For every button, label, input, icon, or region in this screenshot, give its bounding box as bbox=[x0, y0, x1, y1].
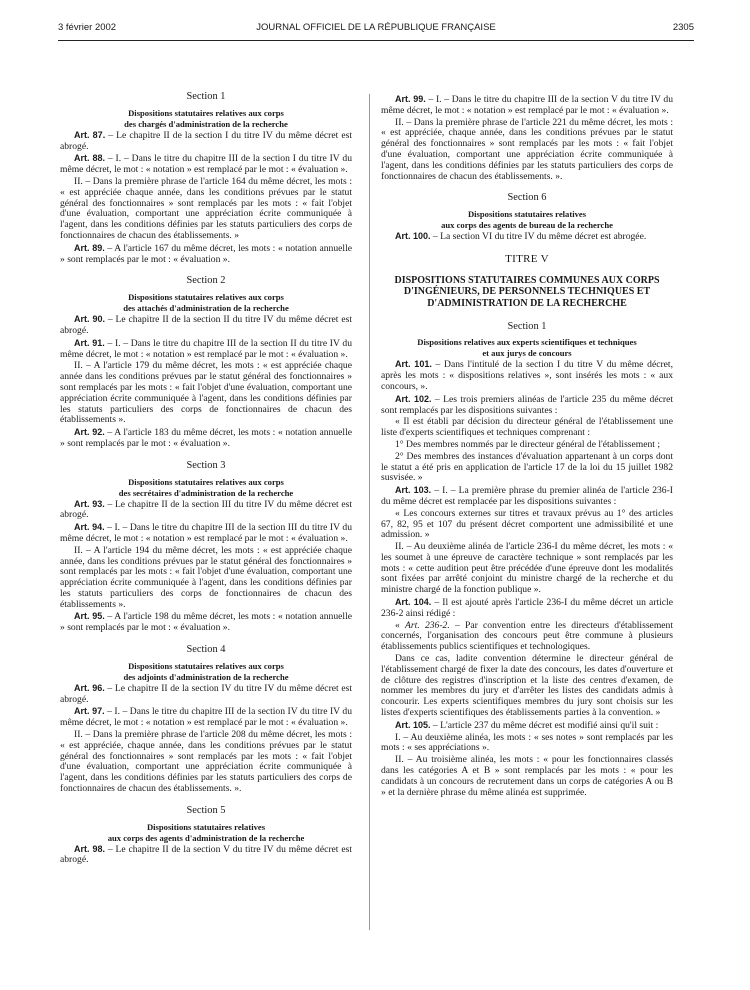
section-subtitle: des attachés d'administration de la recherche bbox=[123, 303, 289, 314]
section-subtitle: Dispositions statutaires relatives bbox=[467, 209, 587, 220]
article-94: Art. 94. – I. – Dans le titre du chapitre III de la section III du titre IV du même décret, le mot : « notation » est remplacé par le mot : « évaluation ». bbox=[60, 522, 352, 544]
article-87: Art. 87. – Le chapitre II de la section I du titre IV du même décret est abrogé. bbox=[60, 129, 353, 152]
section-subtitle: Dispositions statutaires relatives aux corps bbox=[128, 476, 284, 487]
quote-paragraph: 1° Des membres nommés par le directeur général de l'établissement ; bbox=[395, 438, 661, 450]
article-97-ii: II. – Dans la première phrase de l'article 208 du même décret, les mots : « est appréciée, chaque année, dans les conditions prévues par le statut général des fonctionnaires » sont remplacés par les mots : « fait l'objet d'une évaluation, comportant une appréciation écrite communiquée à l'agent, dans les conditions définies par les statuts particuliers des corps de fonctionnaires de chacun des établissements. ». bbox=[60, 729, 352, 795]
section-subtitle: aux corps des agents d'administration de la recherche bbox=[107, 832, 305, 843]
article-102: Art. 102. – Les trois premiers alinéas de l'article 235 du même décret sont remplacés par les dispositions suivantes : bbox=[381, 393, 673, 416]
article-96: Art. 96. – Le chapitre II de la section IV du titre IV du même décret est abrogé. bbox=[60, 682, 352, 705]
article-98: Art. 98. – Le chapitre II de la section V du titre IV du même décret est abrogé. bbox=[60, 843, 352, 866]
article-101: Art. 101. – Dans l'intitulé de la section I du titre V du même décret, après les mots : « dispositions relatives », sont insérés les mots : « aux concours, ». bbox=[381, 359, 673, 392]
section-subtitle: des secrétaires d'administration de la recherche bbox=[118, 487, 294, 498]
section-title: Section 6 bbox=[507, 192, 547, 204]
section-title: Section 2 bbox=[186, 275, 226, 287]
article-99-ii: II. – Dans la première phrase de l'article 221 du même décret, les mots : « est appréciée, chaque année, dans les conditions prévues par le statut général des fonctionnaires » sont remplacés par les mots : « fait l'objet d'une évaluation, comportant une appréciation écrite communiquée à l'agent, dans les conditions définies par les statuts particuliers des corps de fonctionnaires de chacun des établissements. ». bbox=[381, 116, 673, 182]
header-journal-title: JOURNAL OFFICIEL DE LA RÉPUBLIQUE FRANÇAISE bbox=[256, 22, 496, 33]
column-divider bbox=[369, 94, 370, 930]
section-title: Section 1 bbox=[507, 320, 547, 332]
quote-paragraph: « Les concours externes sur titres et travaux prévus au 1° des articles 67, 82, 95 et 107 du présent décret comportent une admissibilité et une admission. » bbox=[381, 507, 673, 541]
article-92: Art. 92. – A l'article 183 du même décret, les mots : « notation annuelle » sont remplacés par le mot : « évaluation ». bbox=[60, 427, 352, 449]
article-97: Art. 97. – I. – Dans le titre du chapitre III de la section IV du titre IV du même décret, le mot : « notation » est remplacé par le mot : « évaluation ». bbox=[60, 706, 352, 729]
article-103-ii: II. – Au deuxième alinéa de l'article 236-I du même décret, les mots : « les soumet à une épreuve de caractère technique » sont remplacés par les mots : « cette audition peut être précédée d'une épreuve dont les modalités sont fixées par arrêté conjoint du ministre chargé de la recherche et du ministre chargé de la fonction publique ». bbox=[381, 541, 673, 596]
article-88: Art. 88. – I. – Dans le titre du chapitre III de la section I du titre IV du même décret, le mot : « notation » est remplacé par le mot : « évaluation ». bbox=[60, 153, 352, 176]
section-subtitle: aux corps des agents de bureau de la recherche bbox=[441, 220, 613, 231]
titre-description: DISPOSITIONS STATUTAIRES COMMUNES AUX CORPS D'INGÉNIEURS, DE PERSONNELS TECHNIQUES ET D'ADMINISTRATION DE LA RECHERCHE bbox=[394, 274, 660, 309]
titre-heading: TITRE V bbox=[505, 252, 549, 265]
section-subtitle: Dispositions statutaires relatives aux corps bbox=[128, 292, 284, 303]
section-title: Section 4 bbox=[186, 644, 226, 656]
header-page-number: 2305 bbox=[672, 22, 694, 33]
left-column bbox=[60, 92, 352, 867]
quote-paragraph: « Art. 236-2. – Par convention entre les directeurs d'établissement concernés, l'organisation des concours peut être commune à plusieurs établissements publics scientifiques et technologiques. bbox=[381, 619, 674, 653]
page-header bbox=[58, 22, 694, 36]
section-subtitle: Dispositions statutaires relatives aux corps bbox=[128, 660, 284, 671]
section-title: Section 5 bbox=[186, 804, 226, 816]
quote-paragraph: Dans ce cas, ladite convention détermine le directeur général de l'établissement chargé de fixer la date des concours, les dates d'ouverture et de clôture des registres d'inscription et la liste des centres d'examen, de nommer les membres du jury et d'arrêter les listes des candidats admis à concourir. Les experts scientifiques membres du jury sont choisis sur les listes d'experts scientifiques des établissements parties à la convention. » bbox=[381, 653, 673, 719]
article-99: Art. 99. – I. – Dans le titre du chapitre III de la section V du titre IV du même décret, le mot : « notation » est remplacé par le mot : « évaluation ». bbox=[381, 94, 673, 116]
section-subtitle: Dispositions relatives aux experts scientifiques et techniques bbox=[417, 337, 637, 348]
article-91-ii: II. – A l'article 179 du même décret, les mots : « est appréciée chaque année dans les conditions prévues par le statut général des fonctionnaires » sont remplacés par les mots : « fait l'objet d'une évaluation, comportant une appréciation écrite communiquée à l'agent, dans les conditions définies par les statuts particuliers des corps de fonctionnaires de chacun des établissements ». bbox=[60, 360, 352, 426]
section-subtitle: des chargés d'administration de la recherche bbox=[124, 118, 288, 129]
article-100: Art. 100. – La section VI du titre IV du même décret est abrogée. bbox=[395, 231, 647, 243]
article-91: Art. 91. – I. – Dans le titre du chapitre III de la section II du titre IV du même décret, le mot : « notation » est remplacé par le mot : « évaluation ». bbox=[60, 337, 352, 360]
quote-paragraph: « Il est établi par décision du directeur général de l'établissement une liste d'experts scientifiques et techniques comprenant : bbox=[381, 416, 673, 439]
right-column bbox=[381, 94, 673, 799]
article-105-i: I. – Au deuxième alinéa, les mots : « ses notes » sont remplacés par les mots : « ses appréciations ». bbox=[381, 731, 673, 754]
article-105: Art. 105. – L'article 237 du même décret est modifié ainsi qu'il suit : bbox=[395, 719, 659, 731]
section-title: Section 1 bbox=[186, 91, 226, 102]
quote-paragraph: 2° Des membres des instances d'évaluation appartenant à un corps dont le statut a été pris en application de l'article 17 de la loi du 15 juillet 1982 susvisée. » bbox=[381, 450, 673, 484]
article-90: Art. 90. – Le chapitre II de la section II du titre IV du même décret est abrogé. bbox=[60, 314, 352, 336]
article-95: Art. 95. – A l'article 198 du même décret, les mots : « notation annuelle » sont remplacés par le mot : « évaluation ». bbox=[60, 611, 352, 634]
article-104: Art. 104. – Il est ajouté après l'article 236-I du même décret un article 236-2 ainsi rédigé : bbox=[381, 597, 673, 619]
section-subtitle: des adjoints d'administration de la recherche bbox=[123, 671, 289, 682]
section-subtitle: Dispositions statutaires relatives bbox=[146, 821, 266, 832]
article-103: Art. 103. – I. – La première phrase du premier alinéa de l'article 236-I du même décret est remplacée par les dispositions suivantes : bbox=[381, 485, 673, 507]
article-94-ii: II. – A l'article 194 du même décret, les mots : « est appréciée chaque année, dans les conditions prévues par le statut général des fonctionnaires » sont remplacés par les mots : « fait l'objet d'une évaluation, comportant une appréciation écrite communiquée à l'agent, dans les conditions définies par les statuts particuliers des corps de fonctionnaires de chacun des établissements ». bbox=[60, 544, 352, 610]
header-date: 3 février 2002 bbox=[58, 22, 117, 33]
section-subtitle: et aux jurys de concours bbox=[482, 348, 572, 359]
article-105-ii: II. – Au troisième alinéa, les mots : « pour les fonctionnaires classés dans les catégories A et B » sont remplacés par les mots : « pour les candidats à un concours de recrutement dans un corps de catégories A ou B » et la dernière phrase du même alinéa est supprimée. bbox=[381, 754, 673, 798]
section-title: Section 3 bbox=[186, 459, 226, 471]
article-88-ii: II. – Dans la première phrase de l'article 164 du même décret, les mots : « est appréciée chaque année, dans les conditions prévues par le statut général des fonctionnaires » sont remplacés par les mots : « fait l'objet d'une évaluation, comportant une appréciation écrite communiquée à l'agent, dans les conditions définies par les statuts particuliers des corps de fonctionnaires de chacun des établissements. » bbox=[60, 175, 352, 241]
section-subtitle: Dispositions statutaires relatives aux corps bbox=[128, 107, 284, 118]
header-rule bbox=[58, 40, 694, 41]
article-93: Art. 93. – Le chapitre II de la section III du titre IV du même décret est abrogé. bbox=[60, 498, 353, 521]
article-89: Art. 89. – A l'article 167 du même décret, les mots : « notation annuelle » sont remplacés par le mot : « évaluation ». bbox=[60, 242, 352, 265]
